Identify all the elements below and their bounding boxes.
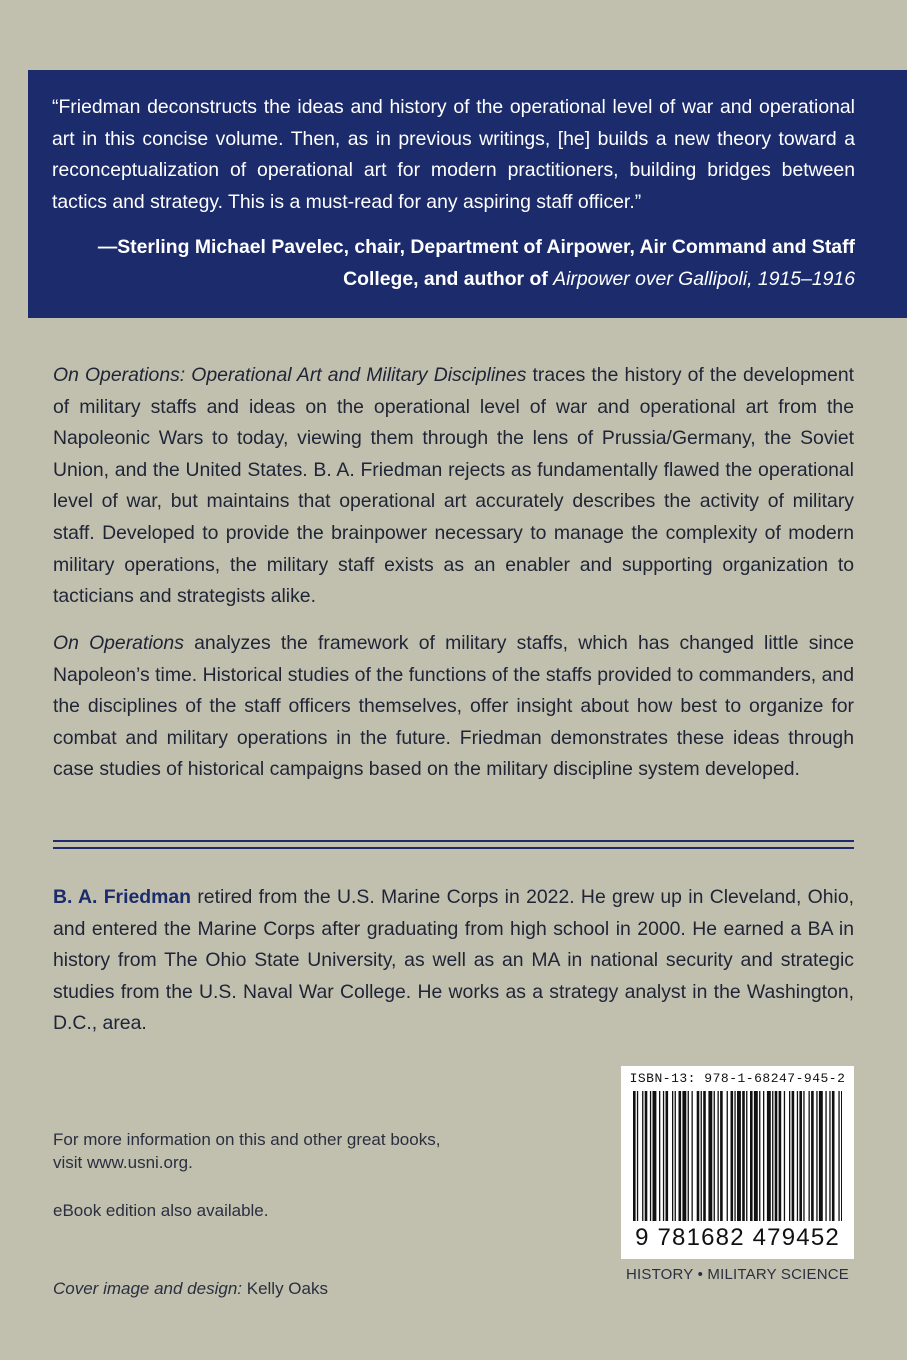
book-category: HISTORY • MILITARY SCIENCE	[625, 1266, 849, 1283]
cover-credit-name: Kelly Oaks	[242, 1279, 328, 1298]
double-rule-divider	[53, 840, 854, 849]
cover-credit-label: Cover image and design:	[53, 1279, 243, 1298]
description-paragraph-1	[53, 360, 854, 613]
book-title-italic: On Operations: Operational Art and Military Disciplines	[53, 364, 527, 386]
description-text-1: traces the history of the development of military staffs and ideas on the operational level of war and operational art from the Napoleonic Wars to today, viewing them through the lens of Prussia/Germany, the Soviet Union, and the United States. B. A. Friedman rejects as fundamentally flawed the operational level of war, but maintains that operational art accurately describes the activity of military staff. Developed to provide the brainpower necessary to manage the complexity of modern military operations, the military staff exists as an enabler and supporting organization to tacticians and strategists alike.	[53, 364, 854, 608]
endorsement-quote: “Friedman deconstructs the ideas and history of the operational level of war and operational art in this concise volume. Then, as in previous writings, [he] builds a new theory toward a reconceptualization of operational art for modern practitioners, building bridges between tactics and strategy. This is a must-read for any aspiring staff officer.”	[52, 96, 855, 213]
book-short-title-italic: On Operations	[53, 632, 184, 654]
attribution-book-title: Airpower over Gallipoli, 1915–1916	[553, 267, 855, 290]
description-text-2: analyzes the framework of military staffs, which has changed little since Napoleon’s time. Historical studies of the functions of the staffs provided to commanders, and the disciplines of the staff officers themselves, offer insight about how best to organize for combat and military operations in the future. Friedman demonstrates these ideas through case studies of historical campaigns based on the military discipline system developed.	[53, 632, 855, 781]
isbn-barcode	[621, 1066, 854, 1259]
more-info-line-2: visit www.usni.org.	[53, 1153, 193, 1172]
author-name: B. A. Friedman	[53, 886, 191, 908]
endorsement-attribution	[52, 232, 855, 295]
isbn-label: ISBN-13: 978-1-68247-945-2	[629, 1071, 846, 1086]
author-bio-text: retired from the U.S. Marine Corps in 2022. He grew up in Cleveland, Ohio, and entered the Marine Corps after graduating from high school in 2000. He earned a BA in history from The Ohio State University, as well as an MA in national security and strategic studies from the U.S. Naval War College. He works as a strategy analyst in the Washington, D.C., area.	[53, 886, 855, 1035]
ebook-note: eBook edition also available.	[53, 1201, 269, 1220]
description-paragraph-2	[53, 628, 854, 786]
barcode-icon	[633, 1091, 842, 1221]
barcode-digits: 9 781682 479452	[635, 1224, 840, 1251]
more-info-line-1: For more information on this and other great books,	[53, 1130, 441, 1149]
attribution-text: —Sterling Michael Pavelec, chair, Department of Airpower, Air Command and Staff College, and author of	[97, 236, 855, 290]
author-bio	[53, 882, 854, 1040]
cover-credit	[53, 1277, 328, 1300]
endorsement-box	[28, 70, 907, 318]
more-info	[53, 1128, 440, 1174]
